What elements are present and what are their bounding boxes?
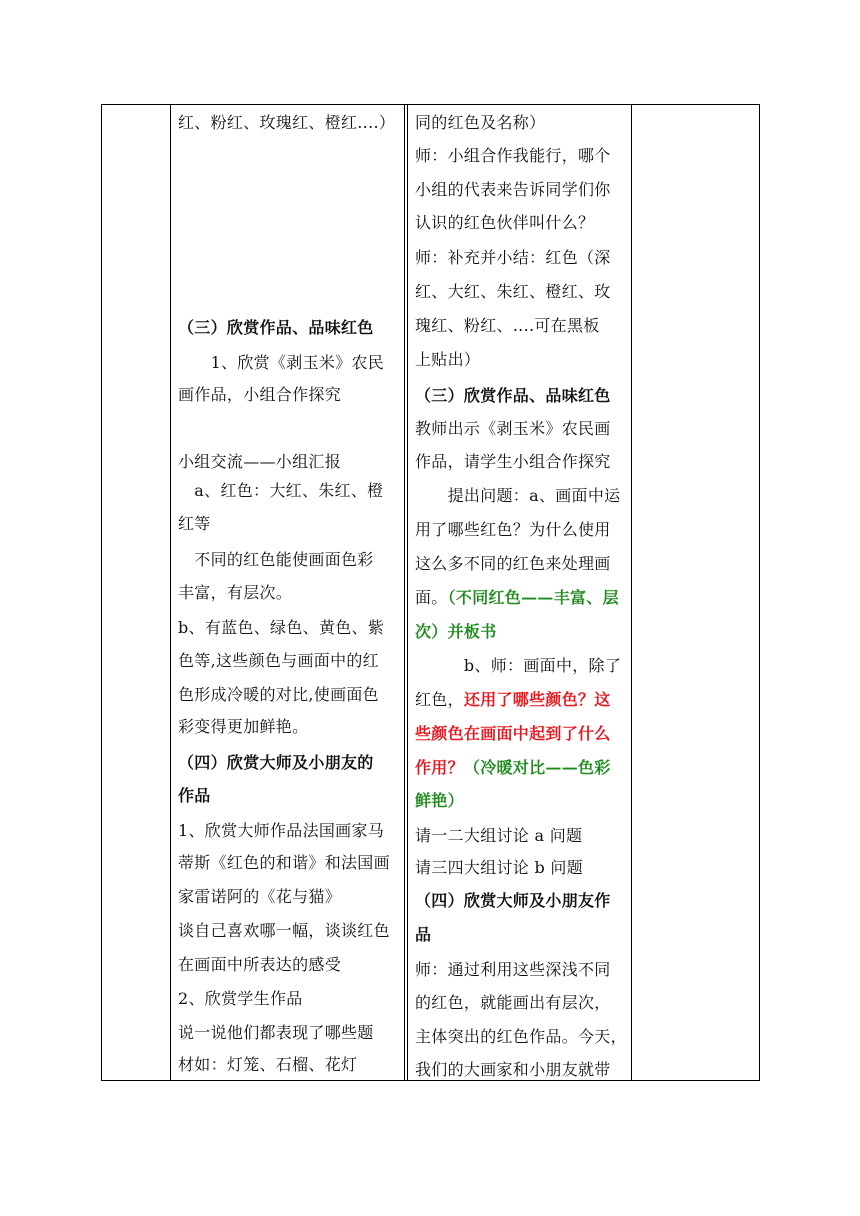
text-line: b、师：画面中，除了: [415, 656, 622, 675]
text-line: b、有蓝色、绿色、黄色、紫: [178, 618, 385, 637]
text-line: 师：通过利用这些深浅不同: [415, 960, 611, 979]
text-line: 蒂斯《红色的和谐》和法国画: [178, 853, 390, 872]
text-line: 同的红色及名称）: [415, 113, 546, 132]
column-divider: [404, 105, 405, 1080]
text-line: [415, 758, 626, 778]
text-line: [415, 588, 626, 608]
section-heading: 品: [415, 925, 432, 944]
text-line: a、红色：大红、朱红、橙: [178, 481, 384, 500]
text-line: 画作品，小组合作探究: [178, 385, 342, 404]
text-line: 小组的代表来告诉同学们你: [415, 180, 611, 199]
text-line: 我们的大画家和小朋友就带: [415, 1060, 611, 1079]
text-line: 色形成冷暖的对比,使画面色: [178, 685, 379, 704]
text-line: 家雷诺阿的《花与猫》: [178, 887, 342, 906]
section-heading: （四）欣赏大师及小朋友作: [415, 891, 611, 910]
highlight-green: 次）并板书: [415, 622, 497, 641]
text-line: 的红色，就能画出有层次，: [415, 993, 611, 1012]
highlight-red: 作用？: [415, 758, 464, 777]
text-line: 彩变得更加鲜艳。: [178, 717, 309, 736]
text-line: 请三四大组讨论 b 问题: [415, 858, 584, 877]
highlight-green: （冷暖对比——色彩: [463, 758, 611, 777]
text-line: 这么多不同的红色来处理画: [415, 554, 611, 573]
text-line: 用了哪些红色？为什么使用: [415, 520, 611, 539]
text-line: 色等,这些颜色与画面中的红: [178, 651, 379, 670]
student-activity-column: [170, 105, 402, 1080]
text-fragment: 面。: [415, 588, 448, 607]
highlight-red: 还用了哪些颜色？这: [463, 690, 611, 709]
text-line: 认识的红色伙伴叫什么？: [415, 213, 595, 232]
column-divider: [631, 105, 632, 1080]
highlight-green: 鲜艳）: [415, 791, 464, 810]
text-line: 红、粉红、玫瑰红、橙红....）: [178, 113, 396, 132]
section-heading: （三）欣赏作品、品味红色: [178, 318, 374, 337]
section-heading: 作品: [178, 786, 211, 805]
text-line: 主体突出的红色作品。今天，: [415, 1027, 627, 1046]
text-line: 不同的红色能使画面色彩: [178, 550, 374, 569]
text-line: 红等: [178, 514, 211, 533]
text-line: 师：小组合作我能行，哪个: [415, 146, 611, 165]
text-line: 丰富，有层次。: [178, 583, 293, 602]
text-line: 1、欣赏《剥玉米》农民: [178, 353, 385, 372]
section-heading: （四）欣赏大师及小朋友的: [178, 753, 374, 772]
text-line: 提出问题：a、画面中运: [415, 486, 621, 505]
text-line: 红、大红、朱红、橙红、玫: [415, 282, 611, 301]
text-line: 作品，请学生小组合作探究: [415, 452, 611, 471]
text-line: 材如：灯笼、石榴、花灯: [178, 1055, 358, 1074]
text-line: 小组交流——小组汇报: [178, 452, 342, 471]
text-line: 2、欣赏学生作品: [178, 989, 303, 1008]
text-line: [415, 690, 626, 710]
section-heading: （三）欣赏作品、品味红色: [415, 386, 611, 405]
text-line: 谈自己喜欢哪一幅，谈谈红色: [178, 921, 390, 940]
lesson-plan-table: [101, 104, 760, 1081]
text-line: 请一二大组讨论 a 问题: [415, 826, 583, 845]
text-line: 1、欣赏大师作品法国画家马: [178, 821, 385, 840]
text-line: 在画面中所表达的感受: [178, 955, 342, 974]
teacher-activity-column: [407, 105, 628, 1080]
highlight-red: 些颜色在画面中起到了什么: [415, 724, 611, 743]
text-line: 教师出示《剥玉米》农民画: [415, 419, 611, 438]
text-line: 瑰红、粉红、....可在黑板: [415, 316, 600, 335]
text-fragment: 红色，: [415, 690, 464, 709]
text-line: 说一说他们都表现了哪些题: [178, 1023, 374, 1042]
text-line: 上贴出）: [415, 350, 481, 369]
highlight-green: （不同红色——丰富、层: [447, 588, 619, 607]
text-line: 师：补充并小结：红色（深: [415, 248, 611, 267]
